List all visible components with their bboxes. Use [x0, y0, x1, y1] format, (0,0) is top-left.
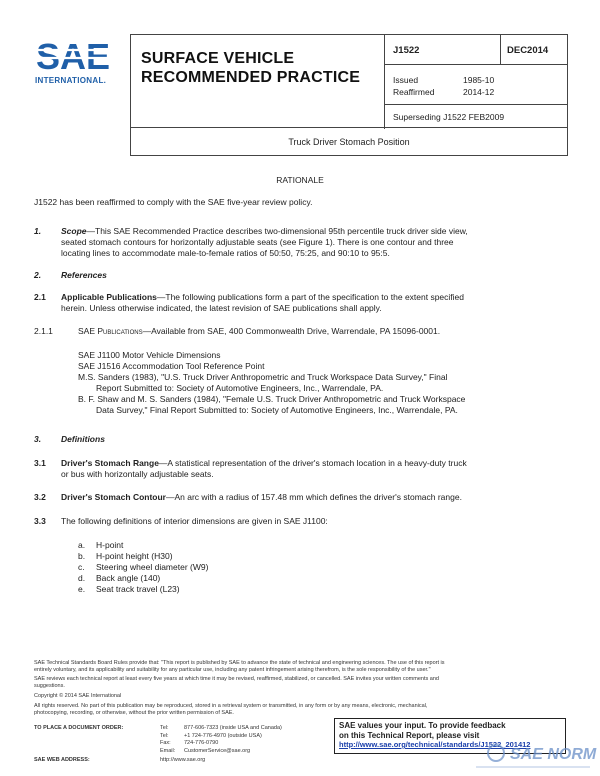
footer-p2-line1: SAE reviews each technical report at least every five years at which time it may be revised, reaffirmed, stabilized, or cancelled. SAE invites your written comments and: [34, 676, 439, 682]
doc-number-cell: [385, 35, 501, 65]
feedback-line1: SAE values your input. To provide feedback: [339, 721, 506, 730]
section-1-line1: [61, 226, 468, 237]
section-3-2-title: Driver's Stomach Contour: [61, 492, 166, 502]
reference-shaw-line2: Data Survey," Final Report Submitted to: Society of Automotive Engineers, Inc., Warrendale, PA.: [96, 405, 458, 415]
document-type-line1: SURFACE VEHICLE: [141, 50, 295, 67]
section-2-number: 2.: [34, 270, 42, 280]
reference-j1100: SAE J1100 Motor Vehicle Dimensions: [78, 350, 221, 360]
rationale-text: J1522 has been reaffirmed to comply with the SAE five-year review policy.: [34, 197, 313, 207]
list-letter: e.: [78, 584, 86, 594]
footer-board-rules: [34, 660, 574, 674]
list-item: [78, 562, 208, 573]
feedback-link[interactable]: http://www.sae.org/technical/standards/J1522_201412: [339, 740, 531, 749]
section-3-1-line1: [61, 458, 467, 469]
email-label: Email:: [160, 747, 176, 754]
contact-fax: [160, 740, 282, 748]
watermark: [470, 737, 598, 771]
section-1-number: 1.: [34, 226, 42, 236]
watermark-graphic: [470, 737, 598, 771]
definition-list: [78, 540, 208, 595]
superseding-text: Superseding J1522 FEB2009: [393, 112, 505, 122]
issued-label: Issued: [393, 75, 419, 85]
section-2-1-number: 2.1: [34, 292, 46, 302]
doc-date-cell: [501, 35, 567, 65]
logo-text: SAE: [36, 38, 111, 77]
tel2-value: +1 724-776-4970 (outside USA): [184, 732, 262, 739]
list-letter: d.: [78, 573, 86, 583]
section-3-2-number: 3.2: [34, 492, 46, 502]
reference-j1516: SAE J1516 Accommodation Tool Reference Point: [78, 361, 265, 371]
reference-sanders-line1: M.S. Sanders (1983), "U.S. Truck Driver Anthropometric and Truck Workspace Data Survey," Final: [78, 372, 448, 382]
document-type: [141, 49, 360, 87]
section-3-1-title: Driver's Stomach Range: [61, 458, 159, 468]
order-label: TO PLACE A DOCUMENT ORDER:: [34, 725, 124, 731]
reaffirmed-label: Reaffirmed: [393, 87, 435, 97]
section-2-title: References: [61, 270, 107, 280]
sae-logo: [34, 38, 120, 88]
list-item: [78, 573, 208, 584]
order-contacts: [160, 725, 282, 755]
list-item: [78, 584, 208, 595]
superseding-cell: [385, 105, 567, 127]
tel-label: Tel:: [160, 725, 169, 731]
section-3-2-line: [61, 492, 462, 503]
header-table: [130, 34, 568, 128]
web-label: SAE WEB ADDRESS:: [34, 757, 90, 763]
section-1-text: —This SAE Recommended Practice describes two-dimensional 95th percentile truck driver side view,: [86, 226, 468, 236]
list-text: Seat track travel (L23): [96, 584, 180, 594]
section-2-1-line2: herein. Unless otherwise indicated, the latest revision of SAE publications shall apply.: [61, 303, 382, 313]
tel2-label: Tel:: [160, 732, 169, 739]
rationale-heading: RATIONALE: [276, 175, 324, 185]
list-item: [78, 540, 208, 551]
feedback-line2: on this Technical Report, please visit: [339, 730, 480, 740]
list-text: H-point height (H30): [96, 551, 173, 561]
document-type-line2: RECOMMENDED PRACTICE: [141, 69, 361, 86]
section-3-2-text: —An arc with a radius of 157.48 mm which defines the driver's stomach range.: [165, 492, 462, 502]
footer-p3-line2: photocopying, recording, or otherwise, without the prior written permission of SAE.: [34, 710, 234, 716]
contact-tel2: [160, 733, 282, 741]
section-1-line3: locating lines to accommodate male-to-female ratios of 50:50, 75:25, and 90:10 to 95:5.: [61, 248, 390, 258]
section-2-1-1-number: 2.1.1: [34, 326, 53, 336]
contact-email: [160, 748, 282, 756]
email-value[interactable]: CustomerService@sae.org: [184, 747, 251, 754]
footer-p3-line1: All rights reserved. No part of this publication may be reproduced, stored in a retrieval system or transmitted, in any form or by any means, electronic, mechanical,: [34, 703, 428, 709]
list-letter: b.: [78, 551, 86, 561]
footer-p1-line2: entirely voluntary, and its applicability and suitability for any particular use, including any patent infringement arising therefrom, is the sole responsibility of the user.": [34, 667, 431, 673]
section-3-title: Definitions: [61, 434, 105, 444]
section-1-line2: seated stomach contours for horizontally adjustable seats (see Figure 1). There is one contour and three: [61, 237, 454, 247]
section-3-1-line2: or bus with horizontally adjustable seats.: [61, 469, 214, 479]
section-2-1-text: —The following publications form a part of the specification to the extent specified: [156, 292, 465, 302]
section-3-3-number: 3.3: [34, 516, 46, 526]
watermark-text: SAE NORM: [510, 746, 597, 763]
footer-rights: [34, 703, 574, 717]
footer-copyright: Copyright © 2014 SAE International: [34, 693, 122, 699]
reference-shaw-line1: B. F. Shaw and M. S. Sanders (1984), "Female U.S. Truck Driver Anthropometric and Truck Workspace: [78, 394, 466, 404]
section-2-1-1-line: [78, 326, 440, 337]
section-2-1-1-title: SAE Publications: [78, 326, 143, 336]
doc-date: DEC2014: [507, 45, 549, 56]
list-text: Back angle (140): [96, 573, 161, 583]
section-2-1-title: Applicable Publications: [61, 292, 157, 302]
logo-subtext: INTERNATIONAL.: [35, 76, 107, 85]
reaffirmed-value: 2014-12: [463, 87, 495, 97]
doc-number: J1522: [393, 45, 420, 56]
section-3-number: 3.: [34, 434, 42, 444]
issue-info-cell: [385, 65, 567, 105]
footer-review-policy: [34, 676, 574, 690]
watermark-icon: [488, 745, 504, 761]
issued-value: 1985-10: [463, 75, 495, 85]
footer-p2-line2: suggestions.: [34, 683, 65, 689]
list-letter: a.: [78, 540, 86, 550]
fax-value: 724-776-0790: [184, 740, 219, 746]
footer-p1-line1: SAE Technical Standards Board Rules provide that: "This report is published by SAE to advance the state of technical and engineering sciences. The use of this report is: [34, 660, 445, 666]
fax-label: Fax:: [160, 740, 171, 746]
list-letter: c.: [78, 562, 85, 572]
section-3-3-text: The following definitions of interior dimensions are given in SAE J1100:: [61, 516, 328, 526]
title-cell: [131, 35, 385, 129]
list-text: Steering wheel diameter (W9): [96, 562, 209, 572]
section-2-1-line1: [61, 292, 464, 303]
tel-value: 877-606-7323 (inside USA and Canada): [184, 725, 282, 731]
contact-tel: [160, 725, 282, 733]
list-item: [78, 551, 208, 562]
sae-logo-graphic: [34, 38, 120, 88]
section-3-1-text: —A statistical representation of the driver's stomach location in a heavy-duty truck: [158, 458, 467, 468]
web-address[interactable]: http://www.sae.org: [160, 757, 206, 763]
list-text: H-point: [96, 540, 124, 550]
section-2-1-1-text: —Available from SAE, 400 Commonwealth Drive, Warrendale, PA 15096-0001.: [142, 326, 441, 336]
document-title: Truck Driver Stomach Position: [130, 128, 568, 156]
section-1-title: Scope: [61, 226, 87, 236]
section-3-1-number: 3.1: [34, 458, 46, 468]
reference-sanders-line2: Report Submitted to: Society of Automotive Engineers, Inc., Warrendale, PA.: [96, 383, 384, 393]
